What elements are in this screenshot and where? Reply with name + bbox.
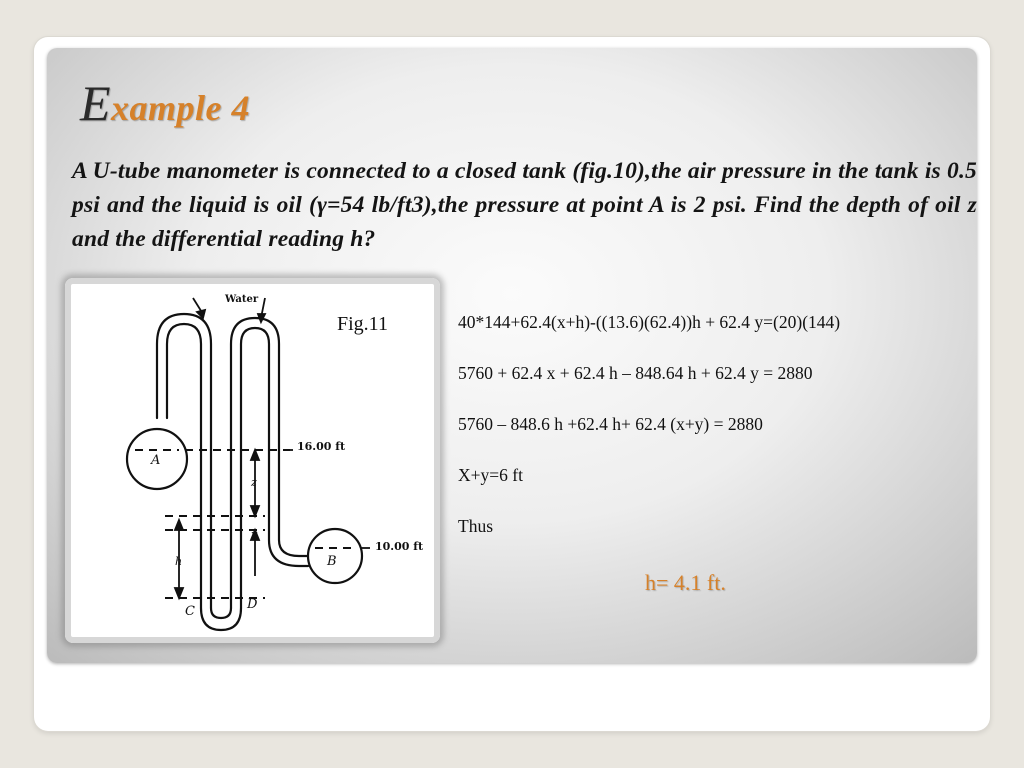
label-dim-y: y	[251, 528, 258, 541]
figure-caption: Fig.11	[337, 313, 388, 335]
label-level-lower: 10.00 ft	[375, 540, 424, 553]
u-bottom-outer	[211, 608, 231, 618]
label-level-upper: 16.00 ft	[297, 440, 346, 453]
title-rest: xample 4	[111, 88, 251, 128]
label-point-c: C	[185, 604, 195, 619]
final-answer: h= 4.1 ft.	[645, 570, 726, 595]
label-point-b: B	[327, 554, 337, 569]
label-dim-h: h	[175, 555, 183, 568]
problem-statement: A U-tube manometer is connected to a closed tank (fig.10),the air pressure in the tank is 0.5 psi and the liquid is oil (γ=54 lb/ft3),the pressure at point A is 2 psi. Find the depth of oil z and the differential reading h?	[72, 158, 977, 252]
title-initial: E	[80, 75, 112, 131]
solution-line: 5760 – 848.6 h +62.4 h+ 62.4 (x+y) = 2880	[458, 414, 763, 434]
solution-line: X+y=6 ft	[458, 465, 523, 485]
tube-a-left	[157, 314, 211, 608]
label-water: Water	[225, 294, 259, 305]
slide-title	[80, 74, 250, 132]
tube-right-inner	[241, 328, 308, 608]
solution-line: Thus	[458, 516, 493, 536]
solution-line: 40*144+62.4(x+h)-((13.6)(62.4))h + 62.4 y=(20)(144)	[458, 312, 841, 332]
label-point-a: A	[151, 453, 161, 468]
label-point-d: D	[247, 597, 258, 612]
tube-a-inner	[167, 324, 201, 608]
solution-line: 5760 + 62.4 x + 62.4 h – 848.64 h + 62.4 y = 2880	[458, 363, 813, 383]
label-dim-z: z	[251, 476, 257, 489]
